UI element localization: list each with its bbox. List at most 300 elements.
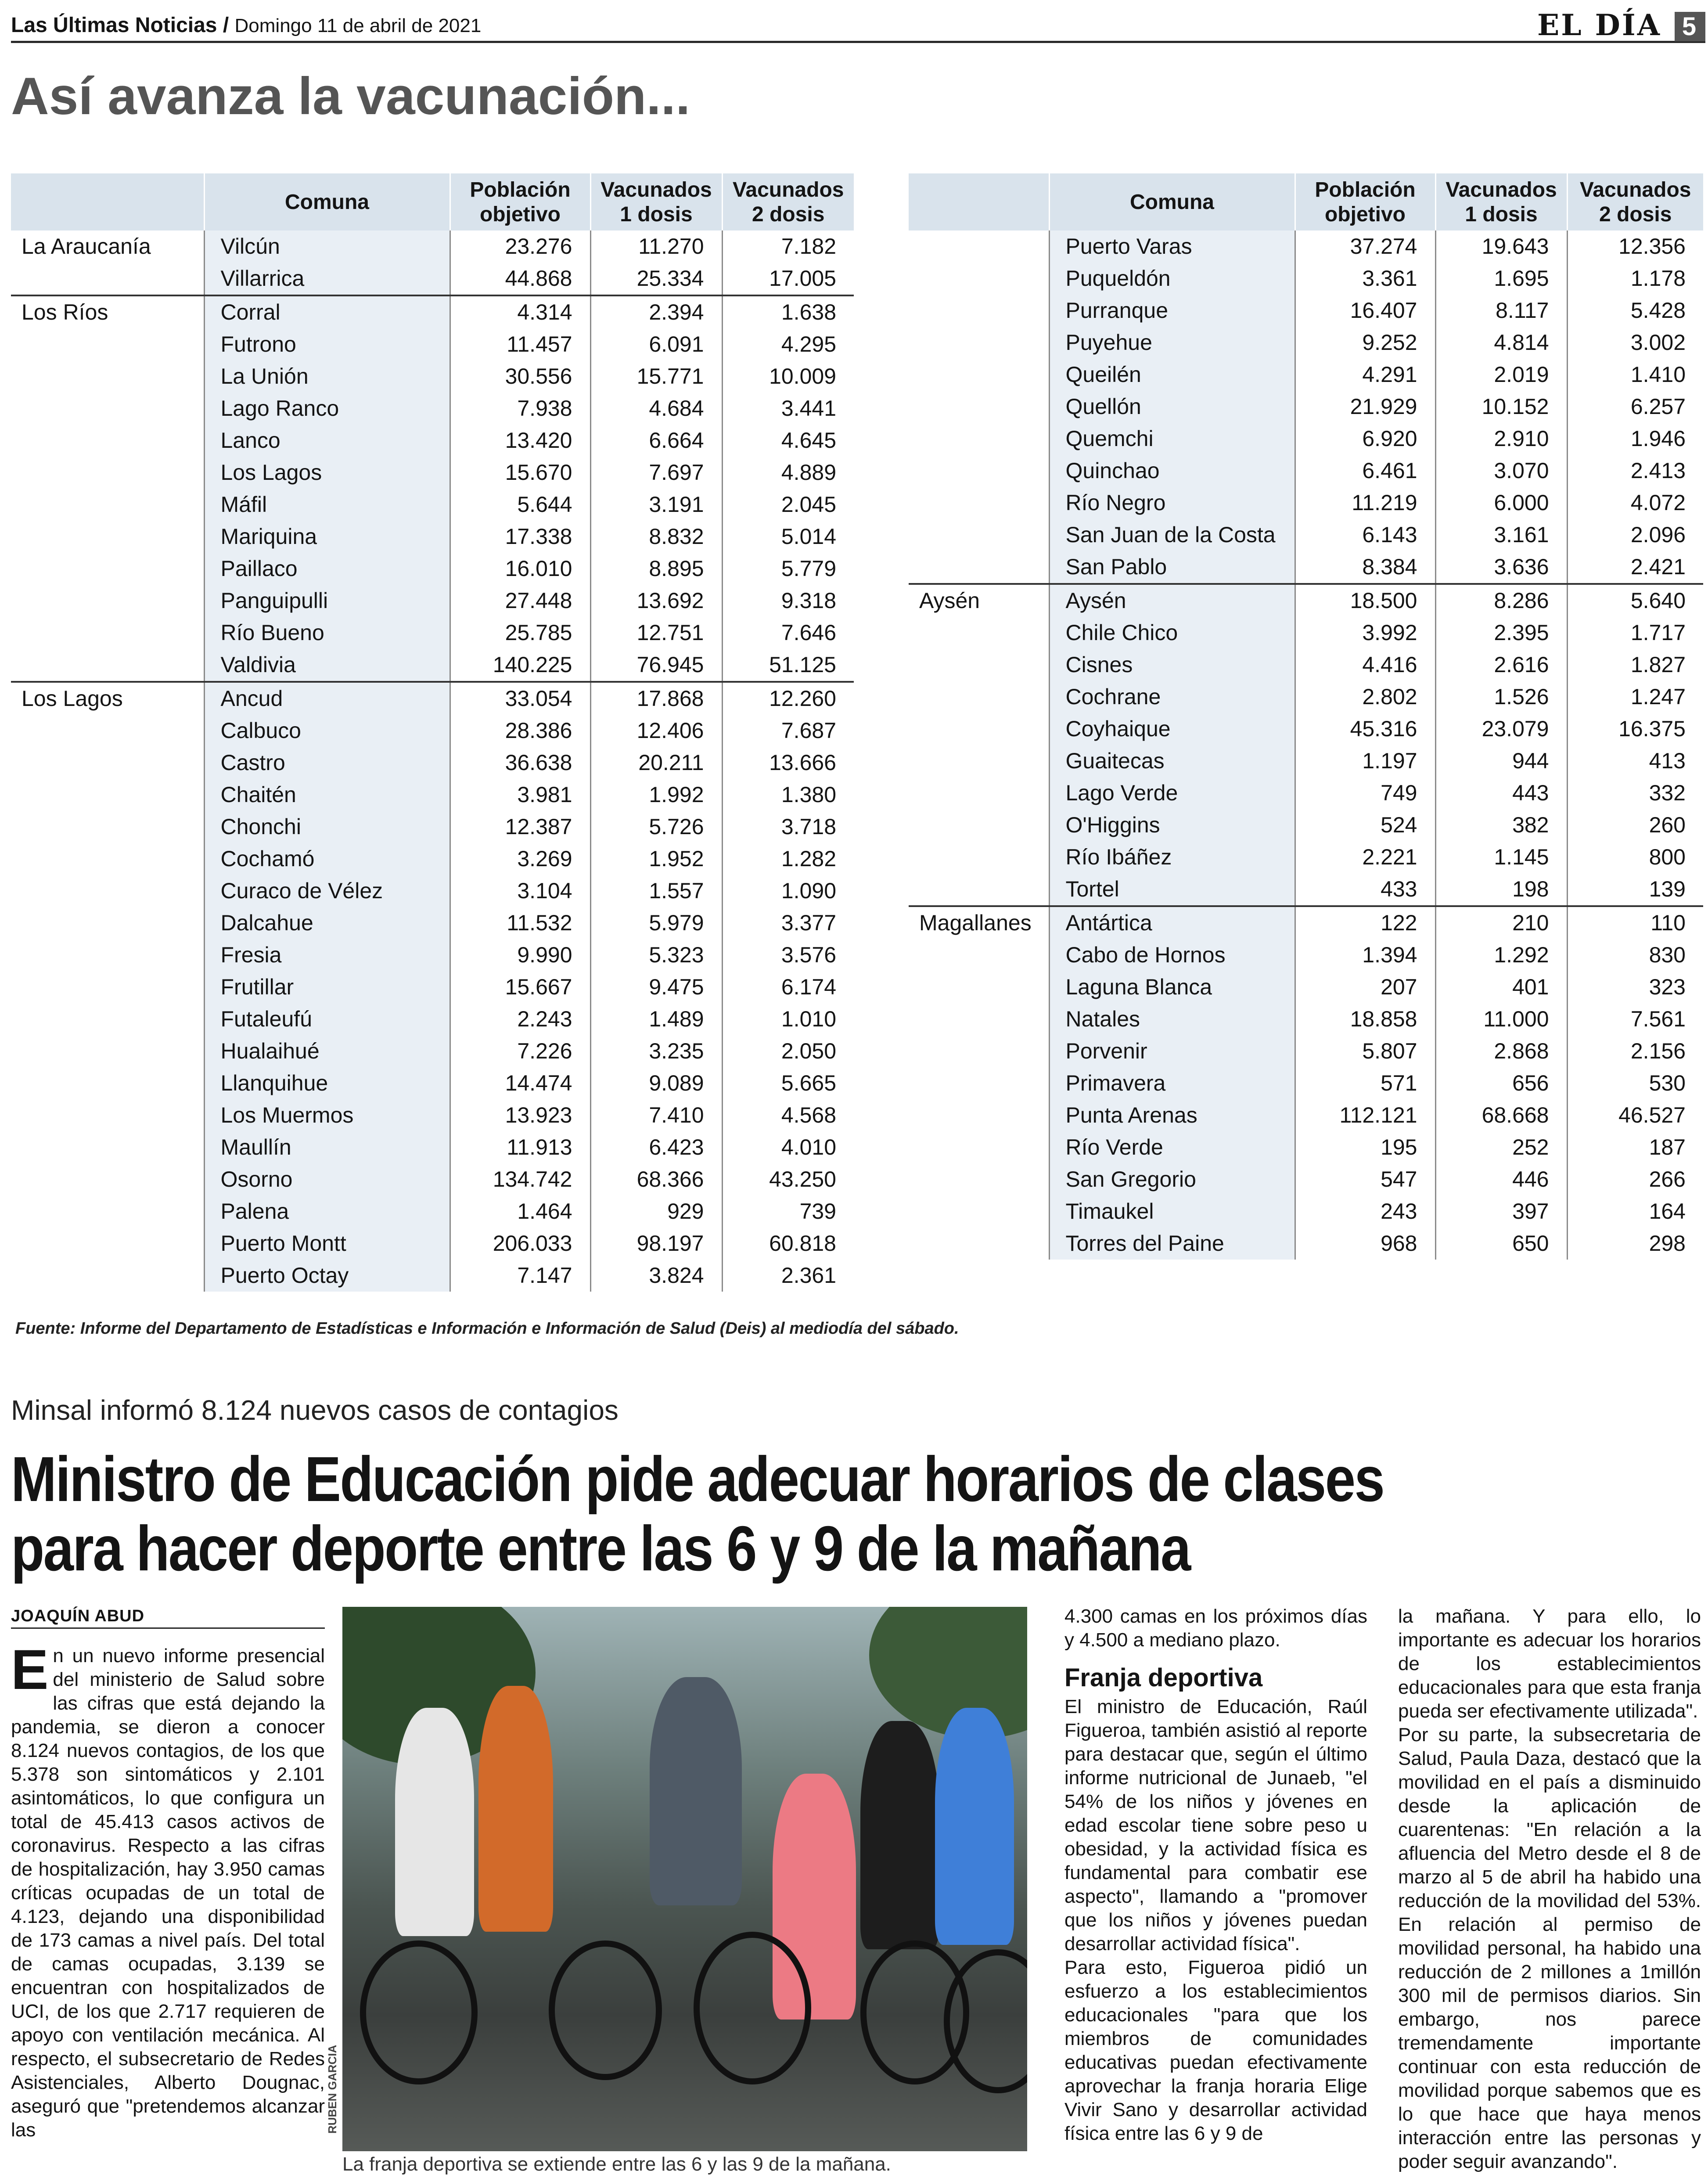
dosis-2-cell: 12.356 (1567, 230, 1703, 263)
dosis-2-cell: 739 (722, 1195, 854, 1228)
poblacion-cell: 112.121 (1295, 1099, 1435, 1131)
poblacion-cell: 6.920 (1295, 423, 1435, 455)
dosis-2-cell: 4.072 (1567, 487, 1703, 519)
table-row (11, 843, 854, 875)
poblacion-cell: 36.638 (450, 747, 590, 779)
region-cell (11, 392, 204, 425)
table-row (11, 747, 854, 779)
dosis-2-cell: 4.010 (722, 1131, 854, 1163)
dosis-1-cell: 7.697 (590, 457, 722, 489)
poblacion-cell: 4.291 (1295, 359, 1435, 391)
table-row (909, 1163, 1703, 1195)
dosis-2-cell: 3.576 (722, 939, 854, 971)
poblacion-cell: 18.858 (1295, 1003, 1435, 1035)
region-cell (909, 617, 1049, 649)
dosis-2-cell: 5.014 (722, 521, 854, 553)
comuna-cell: Cabo de Hornos (1049, 939, 1295, 971)
dosis-1-cell: 5.979 (590, 907, 722, 939)
comuna-cell: Fresia (204, 939, 450, 971)
comuna-cell: Paillaco (204, 553, 450, 585)
article-paragraph: Por su parte, la subsecretaria de Salud, Paula Daza, destacó que la movilidad en el país a disminuido desde la aplicación de cuarentenas: "En relación a la afluencia del Metro desde el 8 de marzo al 5 de abril ha habido una reducción de la movilidad del 53%. En relación al permiso de movilidad personal, ha habido una reducción de 2 millones a 1millón 300 mil de permisos diarios. Sin embargo, nos parece tremendamente importante continuar con esta reducción de movilidad porque sabemos que es lo que hace que haya menos interacción entre las personas y poder seguir avanzando". (1398, 1724, 1701, 2172)
dosis-1-cell: 8.286 (1435, 584, 1567, 617)
comuna-cell: Puerto Montt (204, 1228, 450, 1260)
poblacion-cell: 3.361 (1295, 263, 1435, 295)
table-row (909, 1131, 1703, 1163)
header-poblacion: Población objetivo (1295, 173, 1435, 230)
comuna-cell: Hualaihué (204, 1035, 450, 1067)
dosis-2-cell: 43.250 (722, 1163, 854, 1195)
header-dosis-1: Vacunados 1 dosis (590, 173, 722, 230)
comuna-cell: Coyhaique (1049, 713, 1295, 745)
dosis-2-cell: 13.666 (722, 747, 854, 779)
poblacion-cell: 21.929 (1295, 391, 1435, 423)
table-row (909, 327, 1703, 359)
poblacion-cell: 3.269 (450, 843, 590, 875)
comuna-cell: Lanco (204, 425, 450, 457)
region-cell (11, 747, 204, 779)
comuna-cell: Primavera (1049, 1067, 1295, 1099)
table-row (909, 519, 1703, 551)
dosis-2-cell: 4.568 (722, 1099, 854, 1131)
table-row (11, 649, 854, 682)
dosis-2-cell: 2.361 (722, 1260, 854, 1292)
dosis-2-cell: 5.665 (722, 1067, 854, 1099)
table-row (909, 971, 1703, 1003)
cyclists-photo (342, 1607, 1027, 2151)
poblacion-cell: 13.923 (450, 1099, 590, 1131)
comuna-cell: San Gregorio (1049, 1163, 1295, 1195)
region-cell (909, 1099, 1049, 1131)
dosis-1-cell: 1.145 (1435, 841, 1567, 873)
region-cell: Aysén (909, 584, 1049, 617)
table-row (11, 811, 854, 843)
table-row (909, 939, 1703, 971)
dosis-1-cell: 17.868 (590, 682, 722, 715)
poblacion-cell: 11.219 (1295, 487, 1435, 519)
table-row (909, 809, 1703, 841)
table-row (909, 777, 1703, 809)
comuna-cell: Maullín (204, 1131, 450, 1163)
dosis-1-cell: 9.089 (590, 1067, 722, 1099)
comuna-cell: Punta Arenas (1049, 1099, 1295, 1131)
poblacion-cell: 2.221 (1295, 841, 1435, 873)
table-row (909, 551, 1703, 584)
article-kicker: Minsal informó 8.124 nuevos casos de contagios (11, 1394, 618, 1426)
region-cell (909, 1195, 1049, 1228)
section-name: EL DÍA (1537, 8, 1661, 42)
region-cell (11, 1195, 204, 1228)
table-row (11, 392, 854, 425)
dosis-2-cell: 3.377 (722, 907, 854, 939)
dosis-1-cell: 944 (1435, 745, 1567, 777)
table-row (11, 779, 854, 811)
comuna-cell: Castro (204, 747, 450, 779)
article-headline (11, 1444, 1468, 1583)
dosis-1-cell: 7.410 (590, 1099, 722, 1131)
table-row (11, 360, 854, 392)
dosis-1-cell: 1.695 (1435, 263, 1567, 295)
region-cell (909, 777, 1049, 809)
region-cell (11, 1099, 204, 1131)
comuna-cell: Purranque (1049, 295, 1295, 327)
table-row (11, 682, 854, 715)
dosis-2-cell: 1.827 (1567, 649, 1703, 681)
poblacion-cell: 5.807 (1295, 1035, 1435, 1067)
poblacion-cell: 433 (1295, 873, 1435, 906)
region-cell (11, 328, 204, 360)
article-paragraph: Para esto, Figueroa pidió un esfuerzo a los establecimientos educacionales "para que los miembros de comunidades educativas puedan efectivamente aprovechar la franja horaria Elige Vivir Sano y desarrollar actividad física entre las 6 y 9 de (1064, 1957, 1367, 2144)
table-row (11, 1163, 854, 1195)
dosis-2-cell: 530 (1567, 1067, 1703, 1099)
poblacion-cell: 14.474 (450, 1067, 590, 1099)
dosis-1-cell: 68.668 (1435, 1099, 1567, 1131)
table-row (909, 391, 1703, 423)
comuna-cell: Vilcún (204, 230, 450, 263)
poblacion-cell: 7.226 (450, 1035, 590, 1067)
poblacion-cell: 27.448 (450, 585, 590, 617)
dosis-1-cell: 401 (1435, 971, 1567, 1003)
dosis-2-cell: 2.096 (1567, 519, 1703, 551)
article-paragraph: 4.300 camas en los próximos días y 4.500 a mediano plazo. (1064, 1606, 1367, 1651)
poblacion-cell: 15.667 (450, 971, 590, 1003)
dosis-1-cell: 2.395 (1435, 617, 1567, 649)
poblacion-cell: 749 (1295, 777, 1435, 809)
poblacion-cell: 11.532 (450, 907, 590, 939)
poblacion-cell: 4.416 (1295, 649, 1435, 681)
table-row (909, 1003, 1703, 1035)
comuna-cell: Los Lagos (204, 457, 450, 489)
dosis-2-cell: 2.045 (722, 489, 854, 521)
table-row (909, 487, 1703, 519)
dosis-2-cell: 16.375 (1567, 713, 1703, 745)
table-row (11, 1067, 854, 1099)
dosis-2-cell: 4.645 (722, 425, 854, 457)
region-cell (909, 1067, 1049, 1099)
dosis-2-cell: 6.257 (1567, 391, 1703, 423)
poblacion-cell: 33.054 (450, 682, 590, 715)
poblacion-cell: 134.742 (450, 1163, 590, 1195)
poblacion-cell: 37.274 (1295, 230, 1435, 263)
comuna-cell: Quinchao (1049, 455, 1295, 487)
dosis-2-cell: 298 (1567, 1228, 1703, 1260)
region-cell (909, 971, 1049, 1003)
table-row (909, 1228, 1703, 1260)
comuna-cell: Laguna Blanca (1049, 971, 1295, 1003)
poblacion-cell: 140.225 (450, 649, 590, 682)
table-row (11, 971, 854, 1003)
table-row (11, 875, 854, 907)
dosis-2-cell: 1.282 (722, 843, 854, 875)
table-row (909, 649, 1703, 681)
table-row (11, 1131, 854, 1163)
region-cell (909, 713, 1049, 745)
region-cell (909, 1228, 1049, 1260)
dosis-1-cell: 2.616 (1435, 649, 1567, 681)
comuna-cell: Queilén (1049, 359, 1295, 391)
poblacion-cell: 17.338 (450, 521, 590, 553)
poblacion-cell: 44.868 (450, 263, 590, 295)
table-row (909, 617, 1703, 649)
region-cell (909, 230, 1049, 263)
table-row (909, 295, 1703, 327)
region-cell: Los Lagos (11, 682, 204, 715)
table-row (909, 1035, 1703, 1067)
comuna-cell: Quellón (1049, 391, 1295, 423)
region-cell (11, 360, 204, 392)
dosis-1-cell: 3.191 (590, 489, 722, 521)
dosis-2-cell: 6.174 (722, 971, 854, 1003)
dosis-1-cell: 76.945 (590, 649, 722, 682)
article-subhead: Franja deportiva (1064, 1663, 1263, 1692)
comuna-cell: Palena (204, 1195, 450, 1228)
dosis-2-cell: 1.946 (1567, 423, 1703, 455)
dosis-2-cell: 830 (1567, 939, 1703, 971)
table-row (11, 328, 854, 360)
poblacion-cell: 2.802 (1295, 681, 1435, 713)
comuna-cell: Lago Verde (1049, 777, 1295, 809)
table-row (11, 585, 854, 617)
region-cell (909, 1131, 1049, 1163)
poblacion-cell: 9.252 (1295, 327, 1435, 359)
comuna-cell: Panguipulli (204, 585, 450, 617)
dosis-2-cell: 2.421 (1567, 551, 1703, 584)
article-paragraph: El ministro de Educación, Raúl Figueroa, también asistió al reporte para destacar que, según el último informe nutricional de Junaeb, "el 54% de los niños y jóvenes en edad escolar tiene sobre peso u obesidad, y la actividad física es fundamental para combatir ese aspecto", llamando a "promover que los niños y jóvenes puedan desarrollar actividad física". (1064, 1696, 1367, 1955)
region-cell (909, 455, 1049, 487)
dosis-1-cell: 650 (1435, 1228, 1567, 1260)
table-row (909, 1099, 1703, 1131)
comuna-cell: Máfil (204, 489, 450, 521)
article-column-4 (1398, 1605, 1701, 2174)
comuna-cell: Porvenir (1049, 1035, 1295, 1067)
dosis-1-cell: 6.664 (590, 425, 722, 457)
comuna-cell: Dalcahue (204, 907, 450, 939)
dosis-1-cell: 19.643 (1435, 230, 1567, 263)
dosis-1-cell: 20.211 (590, 747, 722, 779)
dosis-2-cell: 1.178 (1567, 263, 1703, 295)
comuna-cell: Cochamó (204, 843, 450, 875)
dosis-1-cell: 5.323 (590, 939, 722, 971)
dosis-1-cell: 443 (1435, 777, 1567, 809)
poblacion-cell: 3.104 (450, 875, 590, 907)
dosis-2-cell: 4.295 (722, 328, 854, 360)
comuna-cell: O'Higgins (1049, 809, 1295, 841)
poblacion-cell: 1.394 (1295, 939, 1435, 971)
table-source-note: Fuente: Informe del Departamento de Estadísticas e Información e Información de Salud (Deis) al mediodía del sábado. (15, 1319, 959, 1338)
comuna-cell: Natales (1049, 1003, 1295, 1035)
article-lead-text: n un nuevo informe presencial del ministerio de Salud sobre las cifras que está dejando la pandemia, se dieron a conocer 8.124 nuevos contagios, de los que 5.378 son sintomáticos y 2.101 asintomáticos, lo que configura un total de 45.413 casos activos de coronavirus. Respecto a las cifras de hospitalización, hay 3.950 camas críticas ocupadas de un total de 4.123, dejando una disponibilidad de 173 camas a nivel país. Del total de camas ocupadas, 3.139 se encuentran con hospitalizados de UCI, de los que 2.717 requieren de apoyo con ventilación mecánica. Al respecto, el subsecretario de Redes Asistenciales, Alberto Dougnac, aseguró que "pretendemos alcanzar las (11, 1645, 325, 2141)
section-title: Así avanza la vacunación... (11, 67, 690, 126)
dosis-2-cell: 323 (1567, 971, 1703, 1003)
region-cell (909, 423, 1049, 455)
table-row (11, 1228, 854, 1260)
vaccination-table-left (11, 173, 854, 1292)
poblacion-cell: 12.387 (450, 811, 590, 843)
comuna-cell: Puqueldón (1049, 263, 1295, 295)
table-row (909, 584, 1703, 617)
dosis-2-cell: 413 (1567, 745, 1703, 777)
table-row (11, 553, 854, 585)
article-column-1 (11, 1638, 325, 2142)
poblacion-cell: 16.010 (450, 553, 590, 585)
dosis-1-cell: 10.152 (1435, 391, 1567, 423)
comuna-cell: La Unión (204, 360, 450, 392)
dosis-2-cell: 5.779 (722, 553, 854, 585)
table-row (909, 906, 1703, 939)
region-cell (11, 1260, 204, 1292)
dosis-1-cell: 1.292 (1435, 939, 1567, 971)
table-header-row (11, 173, 854, 230)
region-cell (11, 1131, 204, 1163)
region-cell (11, 779, 204, 811)
dosis-2-cell: 5.428 (1567, 295, 1703, 327)
table-row (909, 873, 1703, 906)
dosis-1-cell: 12.751 (590, 617, 722, 649)
poblacion-cell: 1.464 (450, 1195, 590, 1228)
dosis-2-cell: 60.818 (722, 1228, 854, 1260)
header-dosis-1: Vacunados 1 dosis (1435, 173, 1567, 230)
dosis-1-cell: 656 (1435, 1067, 1567, 1099)
comuna-cell: Antártica (1049, 906, 1295, 939)
comuna-cell: Cochrane (1049, 681, 1295, 713)
dosis-2-cell: 1.090 (722, 875, 854, 907)
dosis-1-cell: 4.684 (590, 392, 722, 425)
dosis-2-cell: 2.050 (722, 1035, 854, 1067)
dosis-1-cell: 210 (1435, 906, 1567, 939)
poblacion-cell: 571 (1295, 1067, 1435, 1099)
comuna-cell: Futrono (204, 328, 450, 360)
region-cell (909, 649, 1049, 681)
region-cell: Magallanes (909, 906, 1049, 939)
table-row (909, 423, 1703, 455)
comuna-cell: Futaleufú (204, 1003, 450, 1035)
dosis-1-cell: 6.091 (590, 328, 722, 360)
dosis-2-cell: 110 (1567, 906, 1703, 939)
poblacion-cell: 243 (1295, 1195, 1435, 1228)
region-cell (11, 263, 204, 295)
header-region (11, 173, 204, 230)
poblacion-cell: 25.785 (450, 617, 590, 649)
table-row (11, 425, 854, 457)
photo-credit: RUBEN GARCIA (326, 2045, 339, 2134)
poblacion-cell: 968 (1295, 1228, 1435, 1260)
dosis-2-cell: 51.125 (722, 649, 854, 682)
comuna-cell: Llanquihue (204, 1067, 450, 1099)
dosis-2-cell: 7.646 (722, 617, 854, 649)
dosis-2-cell: 164 (1567, 1195, 1703, 1228)
region-cell (909, 1035, 1049, 1067)
dosis-1-cell: 1.489 (590, 1003, 722, 1035)
header-date: Domingo 11 de abril de 2021 (234, 15, 482, 36)
dosis-1-cell: 382 (1435, 809, 1567, 841)
drop-cap: E (11, 1638, 49, 1701)
poblacion-cell: 2.243 (450, 1003, 590, 1035)
dosis-1-cell: 446 (1435, 1163, 1567, 1195)
table-row (11, 457, 854, 489)
table-row (909, 230, 1703, 263)
page-header (11, 8, 1705, 43)
dosis-2-cell: 1.717 (1567, 617, 1703, 649)
table-row (909, 1067, 1703, 1099)
poblacion-cell: 13.420 (450, 425, 590, 457)
region-cell (11, 875, 204, 907)
headline-line-1: Ministro de Educación pide adecuar horarios de clases (11, 1444, 1384, 1515)
dosis-2-cell: 46.527 (1567, 1099, 1703, 1131)
dosis-1-cell: 1.992 (590, 779, 722, 811)
comuna-cell: Chonchi (204, 811, 450, 843)
region-cell (11, 715, 204, 747)
region-cell (11, 971, 204, 1003)
article-paragraph: la mañana. Y para ello, lo importante es adecuar los horarios de los establecimientos educacionales para que esta franja pueda ser efectivamente utilizada". (1398, 1606, 1701, 1722)
dosis-1-cell: 23.079 (1435, 713, 1567, 745)
comuna-cell: Torres del Paine (1049, 1228, 1295, 1260)
region-cell (11, 457, 204, 489)
region-cell (909, 391, 1049, 423)
table-row (909, 455, 1703, 487)
dosis-1-cell: 15.771 (590, 360, 722, 392)
dosis-1-cell: 2.910 (1435, 423, 1567, 455)
comuna-cell: Río Ibáñez (1049, 841, 1295, 873)
region-cell (11, 1003, 204, 1035)
dosis-1-cell: 12.406 (590, 715, 722, 747)
header-dosis-2: Vacunados 2 dosis (722, 173, 854, 230)
comuna-cell: Chaitén (204, 779, 450, 811)
poblacion-cell: 207 (1295, 971, 1435, 1003)
region-cell (11, 649, 204, 682)
comuna-cell: Osorno (204, 1163, 450, 1195)
region-cell (909, 745, 1049, 777)
region-cell (11, 1228, 204, 1260)
dosis-2-cell: 1.410 (1567, 359, 1703, 391)
dosis-2-cell: 7.182 (722, 230, 854, 263)
dosis-2-cell: 12.260 (722, 682, 854, 715)
poblacion-cell: 3.992 (1295, 617, 1435, 649)
poblacion-cell: 4.314 (450, 295, 590, 328)
table-row (11, 715, 854, 747)
region-cell (909, 519, 1049, 551)
headline-line-2: para hacer deporte entre las 6 y 9 de la mañana (11, 1513, 1190, 1584)
table-row (11, 295, 854, 328)
dosis-1-cell: 11.270 (590, 230, 722, 263)
region-cell (909, 939, 1049, 971)
dosis-2-cell: 187 (1567, 1131, 1703, 1163)
table-row (11, 1003, 854, 1035)
table-header-row (909, 173, 1703, 230)
poblacion-cell: 16.407 (1295, 295, 1435, 327)
poblacion-cell: 11.457 (450, 328, 590, 360)
comuna-cell: Aysén (1049, 584, 1295, 617)
region-cell (909, 841, 1049, 873)
comuna-cell: Frutillar (204, 971, 450, 1003)
comuna-cell: Corral (204, 295, 450, 328)
dosis-2-cell: 17.005 (722, 263, 854, 295)
table-row (909, 841, 1703, 873)
dosis-2-cell: 3.002 (1567, 327, 1703, 359)
poblacion-cell: 18.500 (1295, 584, 1435, 617)
comuna-cell: Los Muermos (204, 1099, 450, 1131)
comuna-cell: Villarrica (204, 263, 450, 295)
table-row (909, 745, 1703, 777)
poblacion-cell: 7.938 (450, 392, 590, 425)
comuna-cell: Valdivia (204, 649, 450, 682)
dosis-2-cell: 266 (1567, 1163, 1703, 1195)
dosis-2-cell: 5.640 (1567, 584, 1703, 617)
section-label (1537, 8, 1705, 42)
region-cell (11, 553, 204, 585)
region-cell (11, 521, 204, 553)
poblacion-cell: 45.316 (1295, 713, 1435, 745)
table-row (11, 939, 854, 971)
dosis-1-cell: 1.526 (1435, 681, 1567, 713)
